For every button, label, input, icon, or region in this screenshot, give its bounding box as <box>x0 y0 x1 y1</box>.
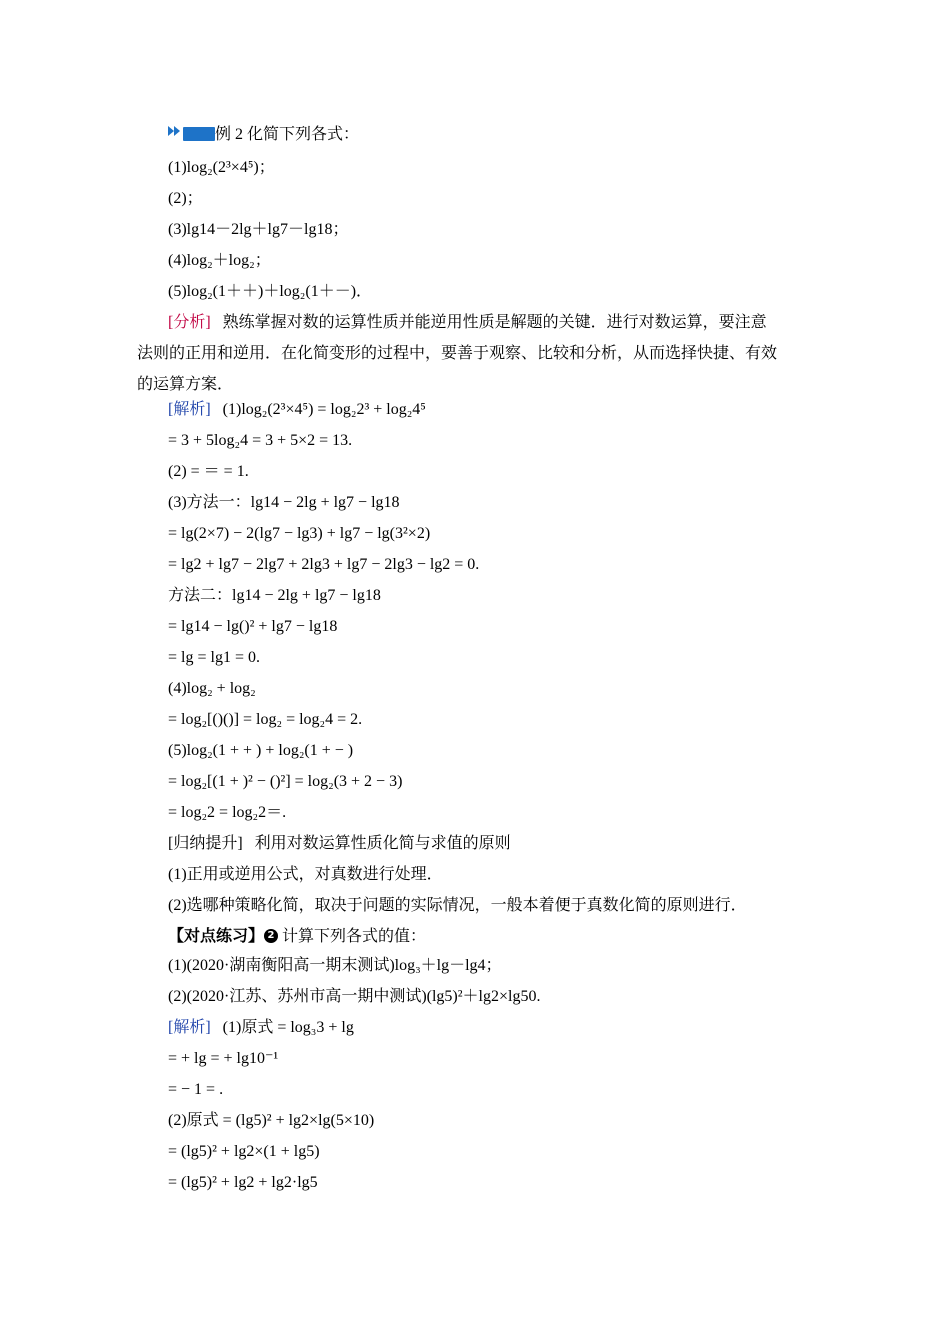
solution1-line-11: = log₂[()()] = log₂ = log₂4 = 2. <box>168 711 363 728</box>
solution2-line-1: [解析] (1)原式 = log₃3 + lg <box>168 1019 354 1036</box>
example-item-3: (3)lg14－2lg＋lg7－lg18； <box>168 221 349 238</box>
summary-tag: [归纳提升] <box>168 835 243 852</box>
practice-tag: 【对点练习】 <box>168 928 265 945</box>
solution-tag: [解析] <box>168 401 211 418</box>
solution1-line-1: [解析] (1)log₂(2³×4⁵) = log₂2³ + log₂4⁵ <box>168 401 426 418</box>
solution1-line-13: = log₂[(1 + )² − ()²] = log₂(3 + 2 − 3) <box>168 773 403 790</box>
solution1-line-10: (4)log₂ + log₂ <box>168 680 256 697</box>
solution1-line-14: = log₂2 = log₂2＝. <box>168 804 287 821</box>
practice-item-1: (1)(2020·湖南衡阳高一期末测试)log₃＋lg－lg4； <box>168 957 502 974</box>
solution1-line-8: = lg14 − lg()² + lg7 − lg18 <box>168 618 338 635</box>
example-item-5: (5)log₂(1＋＋)＋log₂(1＋－)． <box>168 283 373 300</box>
analysis-line-3: 的运算方案． <box>137 376 234 393</box>
summary-heading: [归纳提升] 利用对数运算性质化简与求值的原则 <box>168 835 511 852</box>
analysis-line-1: [分析] 熟练掌握对数的运算性质并能逆用性质是解题的关键．进行对数运算，要注意 <box>168 314 767 331</box>
summary-line-1: (1)正用或逆用公式，对真数进行处理． <box>168 866 443 883</box>
analysis-line-2: 法则的正用和逆用．在化简变形的过程中，要善于观察、比较和分析，从而选择快捷、有效 <box>137 345 778 362</box>
solution-tag: [解析] <box>168 1019 211 1036</box>
solution1-line-12: (5)log₂(1 + + ) + log₂(1 + − ) <box>168 742 354 759</box>
analysis-tag: [分析] <box>168 314 211 331</box>
solution2-line-5: = (lg5)² + lg2×(1 + lg5) <box>168 1143 320 1160</box>
solution2-line-3: = − 1 = . <box>168 1081 224 1098</box>
example-2-heading <box>168 125 359 145</box>
solution1-line-4: (3)方法一：lg14 − 2lg + lg7 − lg18 <box>168 494 400 511</box>
example-2-title: 例 2 化简下列各式： <box>215 126 360 143</box>
example-badge-icon <box>168 123 215 143</box>
solution1-line-2: = 3 + 5log₂4 = 3 + 5×2 = 13. <box>168 432 353 449</box>
solution1-line-3: (2) = ＝ = 1. <box>168 463 249 480</box>
summary-line-2: (2)选哪种策略化简，取决于问题的实际情况，一般本着便于真数化简的原则进行． <box>168 897 747 914</box>
solution1-line-5: = lg(2×7) − 2(lg7 − lg3) + lg7 − lg(3²×2) <box>168 525 431 542</box>
solution2-line-6: = (lg5)² + lg2 + lg2·lg5 <box>168 1174 318 1191</box>
solution2-line-4: (2)原式 = (lg5)² + lg2×lg(5×10) <box>168 1112 375 1129</box>
practice-heading: 【对点练习】 2 计算下列各式的值： <box>168 928 427 945</box>
solution1-line-6: = lg2 + lg7 − 2lg7 + 2lg3 + lg7 − 2lg3 − lg2 = 0. <box>168 556 480 573</box>
solution1-line-9: = lg = lg1 = 0. <box>168 649 260 666</box>
example-item-1: (1)log₂(2³×4⁵)； <box>168 159 275 176</box>
example-item-4: (4)log₂＋log₂； <box>168 252 271 269</box>
number-2-icon: 2 <box>264 929 278 943</box>
practice-item-2: (2)(2020·江苏、苏州市高一期中测试)(lg5)²＋lg2×lg50. <box>168 988 541 1005</box>
solution1-line-7: 方法二：lg14 − 2lg + lg7 − lg18 <box>168 587 381 604</box>
example-item-2: (2)； <box>168 190 203 207</box>
solution2-line-2: = + lg = + lg10⁻¹ <box>168 1050 279 1067</box>
